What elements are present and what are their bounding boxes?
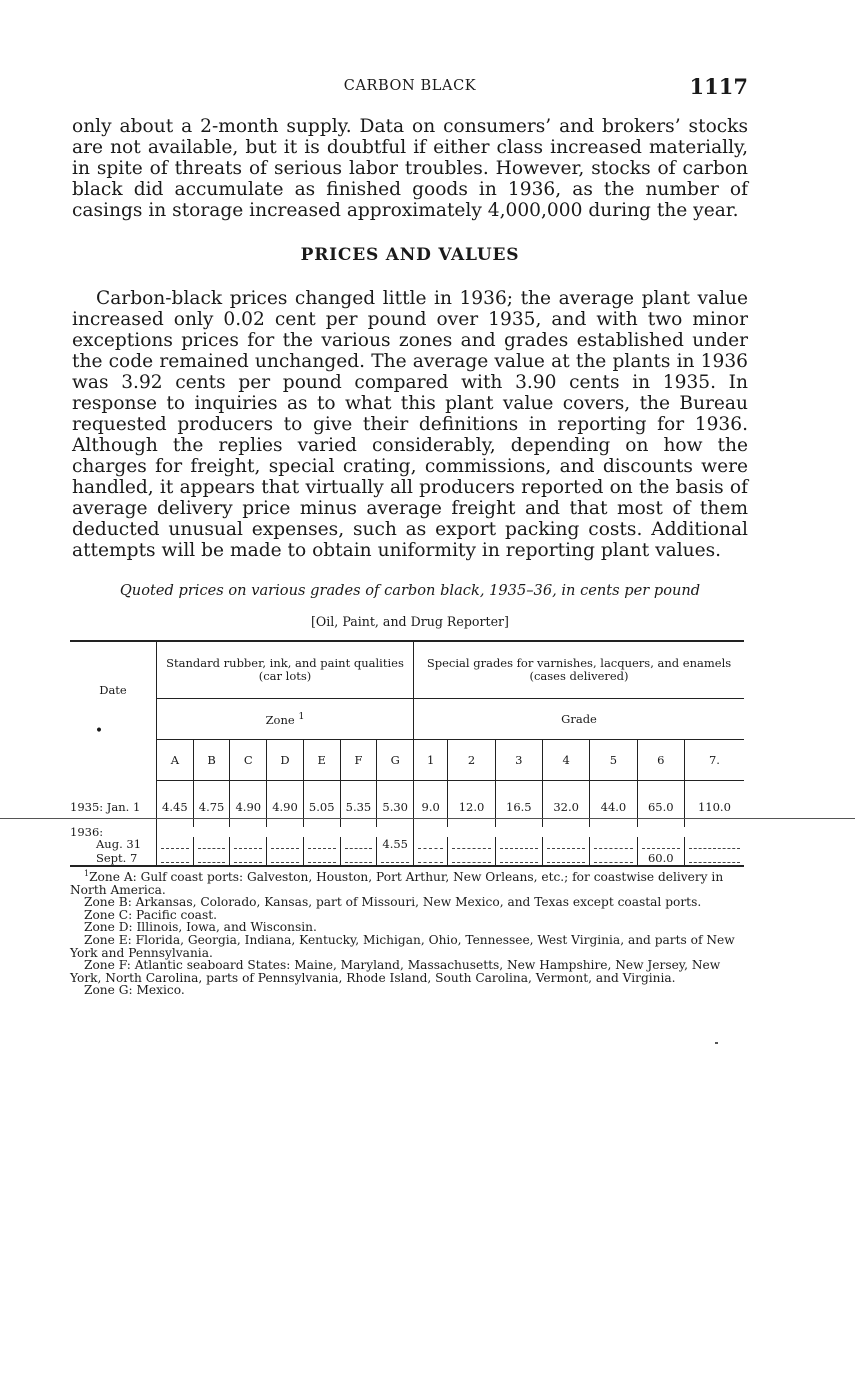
footnote-zone-a-text: Zone A: Gulf coast ports: Galveston, Houston, Port Arthur, New Orleans, etc.; for coastwise delivery in North America. [70, 870, 724, 897]
date-header-cell [70, 641, 157, 781]
table-row [70, 851, 744, 866]
running-head-title: CARBON BLACK [343, 78, 477, 94]
row-date: 1935: Jan. 1 [70, 799, 141, 814]
footnote-zone-d: Zone D: Illinois, Iowa, and Wisconsin. [84, 920, 317, 935]
footnote-zone-g: Zone G: Mexico. [84, 983, 185, 998]
empty-cell [414, 851, 448, 866]
price-cell: 4.45 [157, 781, 194, 828]
zone-footnote-ref: 1 [298, 711, 305, 723]
empty-cell [684, 837, 744, 851]
price-cell: 65.0 [637, 781, 684, 828]
group-header-special [414, 641, 744, 699]
price-cell: 12.0 [448, 781, 495, 828]
empty-cell [377, 851, 414, 866]
col-header-grade-6: 6 [637, 740, 684, 781]
empty-cell [267, 851, 304, 866]
col-header-grade-3: 3 [495, 740, 542, 781]
empty-cell [684, 851, 744, 866]
col-header-grade-5: 5 [590, 740, 637, 781]
zone-label: Zone [265, 712, 295, 727]
zone-header [157, 699, 414, 740]
section-heading: PRICES AND VALUES [300, 245, 520, 265]
col-header-grade-2: 2 [448, 740, 495, 781]
price-cell: 4.55 [377, 837, 414, 851]
grade-header [414, 699, 744, 740]
page-number: 1117 [689, 74, 748, 99]
empty-cell [448, 851, 495, 866]
footnote-zone-a [70, 868, 748, 896]
empty-cell [637, 837, 684, 851]
empty-cell [193, 837, 230, 851]
group-standard-label: Standard rubber, ink, and paint qualities (car lots) [166, 656, 404, 683]
price-cell: 44.0 [590, 781, 637, 828]
running-head [72, 76, 748, 98]
empty-cell [414, 837, 448, 851]
footnote-zone-f: Zone F: Atlantic seaboard States: Maine, Maryland, Massachusetts, New Hampshire, New Jersey, New York, North Carolina, parts of Pennsylvania, Rhode Island, South Carolina, Vermont, and Virginia. [70, 958, 721, 985]
row-year-label: 1936: [70, 824, 104, 839]
empty-cell [495, 837, 542, 851]
col-header-zone-d: D [267, 740, 304, 781]
group-header-standard [157, 641, 414, 699]
grade-label: Grade [561, 712, 597, 726]
price-cell: 4.75 [193, 781, 230, 828]
price-cell: 32.0 [542, 781, 589, 828]
table-source: [Oil, Paint, and Drug Reporter] [311, 614, 509, 629]
empty-cell [230, 837, 267, 851]
scan-artifact-line [0, 818, 855, 819]
price-cell: 16.5 [495, 781, 542, 828]
empty-cell [542, 837, 589, 851]
col-header-zone-b: B [193, 740, 230, 781]
empty-cell [340, 851, 377, 866]
group-special-label: Special grades for varnishes, lacquers, and enamels (cases delivered) [426, 656, 732, 683]
col-header-grade-4: 4 [542, 740, 589, 781]
table-caption: Quoted prices on various grades of carbon black, 1935–36, in cents per pound [119, 582, 701, 599]
bullet-mark: • [94, 723, 104, 740]
table-row [70, 827, 744, 837]
empty-cell [230, 851, 267, 866]
row-date: Sept. 7 [70, 851, 157, 866]
price-cell: 4.90 [230, 781, 267, 828]
scan-speck [715, 1042, 718, 1044]
empty-cell [448, 837, 495, 851]
paragraph-prices: Carbon-black prices changed little in 1936; the average plant value increased only 0.02 cent per pound over 1935, and with two minor exceptions prices for the various zones and grades established under the code remained unchanged. The average value at the plants in 1936 was 3.92 cents per pound compared with 3.90 cents in 1935. In response to inquiries as to what this plant value covers, the Bureau requested producers to give their definitions in reporting for 1936. Although the replies varied considerably, depending on how the charges for freight, special crating, commissions, and discounts were handled, it appears that virtually all producers reported on the basis of average delivery price minus average freight and that most of them deducted unusual expenses, such as export packing costs. Additional attempts will be made to obtain uniformity in reporting plant values. [72, 288, 748, 561]
col-header-zone-g: G [377, 740, 414, 781]
footnote-zone-c: Zone C: Pacific coast. [84, 907, 217, 922]
col-header-zone-e: E [303, 740, 340, 781]
price-cell: 5.35 [340, 781, 377, 828]
price-cell: 5.05 [303, 781, 340, 828]
footnote-zone-b: Zone B: Arkansas, Colorado, Kansas, part of Missouri, New Mexico, and Texas except coastal ports. [84, 895, 702, 910]
table-row [70, 837, 744, 851]
empty-cell [495, 851, 542, 866]
empty-cell [303, 837, 340, 851]
col-header-grade-1: 1 [414, 740, 448, 781]
col-header-zone-a: A [157, 740, 194, 781]
col-header-grade-7: 7. [684, 740, 744, 781]
price-cell: 9.0 [414, 781, 448, 828]
price-cell: 4.90 [267, 781, 304, 828]
table-row [70, 781, 744, 828]
empty-cell [267, 837, 304, 851]
date-header: Date [99, 683, 127, 698]
empty-cell [157, 837, 194, 851]
empty-cell [590, 851, 637, 866]
empty-cell [542, 851, 589, 866]
footnote-marker: 1 [84, 869, 90, 878]
col-header-zone-c: C [230, 740, 267, 781]
empty-cell [590, 837, 637, 851]
price-table [70, 640, 744, 867]
price-cell: 5.30 [377, 781, 414, 828]
empty-cell [157, 851, 194, 866]
price-cell: 110.0 [684, 781, 744, 828]
col-header-zone-f: F [340, 740, 377, 781]
empty-cell [193, 851, 230, 866]
footnotes [70, 868, 748, 997]
footnote-zone-e: Zone E: Florida, Georgia, Indiana, Kentucky, Michigan, Ohio, Tennessee, West Virginia, and parts of New York and Pennsylvania. [70, 933, 735, 960]
paragraph-continuation: only about a 2-month supply. Data on consumers’ and brokers’ stocks are not available, but it is doubtful if either class increased materially, in spite of threats of serious labor troubles. However, stocks of carbon black did accumulate as finished goods in 1936, as the number of casings in storage increased approximately 4,000,000 during the year. [72, 116, 748, 221]
empty-cell [340, 837, 377, 851]
price-cell: 60.0 [637, 851, 684, 866]
row-date: Aug. 31 [96, 836, 142, 851]
empty-cell [303, 851, 340, 866]
